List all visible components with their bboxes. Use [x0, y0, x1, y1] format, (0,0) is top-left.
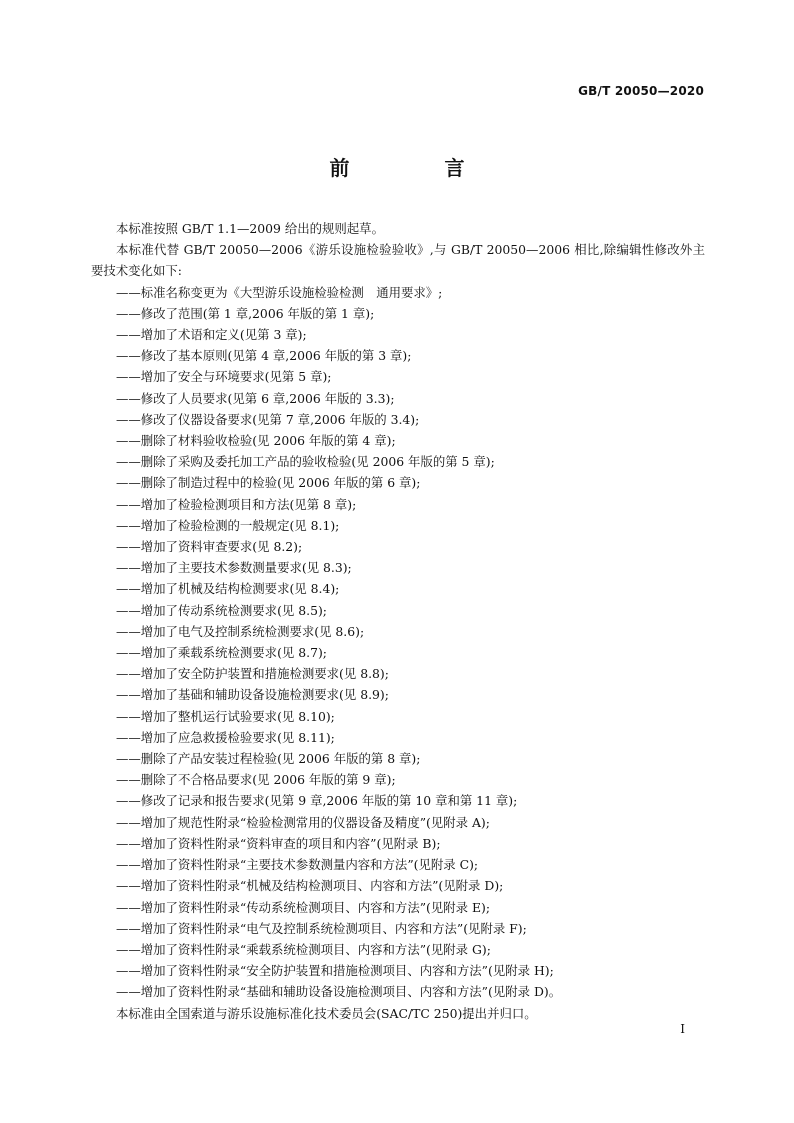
change-item: ——增加了电气及控制系统检测要求(见 8.6);	[116, 623, 365, 639]
change-item: ——增加了检验检测项目和方法(见第 8 章);	[116, 496, 357, 512]
change-item: ——标准名称变更为《大型游乐设施检验检测 通用要求》;	[116, 284, 443, 300]
change-item: ——增加了安全防护装置和措施检测要求(见 8.8);	[116, 666, 389, 682]
change-item: ——删除了采购及委托加工产品的验收检验(见 2006 年版的第 5 章);	[116, 454, 495, 470]
intro-paragraph: 本标准代替 GB/T 20050—2006《游乐设施检验验收》,与 GB/T 20050—2006 相比,除编辑性修改外主要技术变化如下:	[91, 242, 705, 279]
document-body	[91, 218, 705, 1024]
change-item: ——修改了记录和报告要求(见第 9 章,2006 年版的第 10 章和第 11 章);	[116, 793, 518, 809]
change-item: ——增加了术语和定义(见第 3 章);	[116, 327, 307, 343]
change-item: ——删除了制造过程中的检验(见 2006 年版的第 6 章);	[116, 475, 421, 491]
change-item: ——增加了资料性附录“机械及结构检测项目、内容和方法”(见附录 D);	[116, 878, 504, 894]
change-item: ——增加了安全与环境要求(见第 5 章);	[116, 369, 332, 385]
changes-list	[91, 282, 705, 1003]
change-item: ——增加了基础和辅助设备设施检测要求(见 8.9);	[116, 687, 389, 703]
change-item: ——增加了整机运行试验要求(见 8.10);	[116, 708, 335, 724]
change-item: ——删除了不合格品要求(见 2006 年版的第 9 章);	[116, 772, 396, 788]
standard-code: GB/T 20050—2020	[578, 84, 704, 98]
change-item: ——增加了资料性附录“基础和辅助设备设施检测项目、内容和方法”(见附录 D)。	[116, 984, 562, 1000]
change-item: ——修改了范围(第 1 章,2006 年版的第 1 章);	[116, 305, 375, 321]
change-item: ——增加了检验检测的一般规定(见 8.1);	[116, 517, 340, 533]
change-item: ——修改了仪器设备要求(见第 7 章,2006 年版的 3.4);	[116, 411, 420, 427]
change-item: ——增加了资料审查要求(见 8.2);	[116, 539, 303, 555]
change-item: ——增加了主要技术参数测量要求(见 8.3);	[116, 560, 352, 576]
closing-paragraph: 本标准由全国索道与游乐设施标准化技术委员会(SAC/TC 250)提出并归口。	[116, 1005, 537, 1021]
page-number: I	[680, 1022, 685, 1036]
change-item: ——增加了机械及结构检测要求(见 8.4);	[116, 581, 340, 597]
change-item: ——增加了资料性附录“乘载系统检测项目、内容和方法”(见附录 G);	[116, 941, 491, 957]
change-item: ——增加了乘载系统检测要求(见 8.7);	[116, 645, 327, 661]
page-title: 前 言	[329, 156, 509, 180]
change-item: ——增加了资料性附录“资料审查的项目和内容”(见附录 B);	[116, 835, 441, 851]
change-item: ——增加了规范性附录“检验检测常用的仪器设备及精度”(见附录 A);	[116, 814, 490, 830]
change-item: ——修改了基本原则(见第 4 章,2006 年版的第 3 章);	[116, 348, 412, 364]
change-item: ——删除了材料验收检验(见 2006 年版的第 4 章);	[116, 433, 396, 449]
change-item: ——增加了传动系统检测要求(见 8.5);	[116, 602, 327, 618]
change-item: ——增加了资料性附录“安全防护装置和措施检测项目、内容和方法”(见附录 H);	[116, 963, 554, 979]
change-item: ——删除了产品安装过程检验(见 2006 年版的第 8 章);	[116, 751, 421, 767]
change-item: ——增加了资料性附录“主要技术参数测量内容和方法”(见附录 C);	[116, 857, 479, 873]
intro-paragraph: 本标准按照 GB/T 1.1—2009 给出的规则起草。	[116, 221, 384, 236]
change-item: ——增加了资料性附录“电气及控制系统检测项目、内容和方法”(见附录 F);	[116, 920, 527, 936]
change-item: ——增加了应急救援检验要求(见 8.11);	[116, 729, 335, 745]
change-item: ——修改了人员要求(见第 6 章,2006 年版的 3.3);	[116, 390, 395, 406]
change-item: ——增加了资料性附录“传动系统检测项目、内容和方法”(见附录 E);	[116, 899, 491, 915]
